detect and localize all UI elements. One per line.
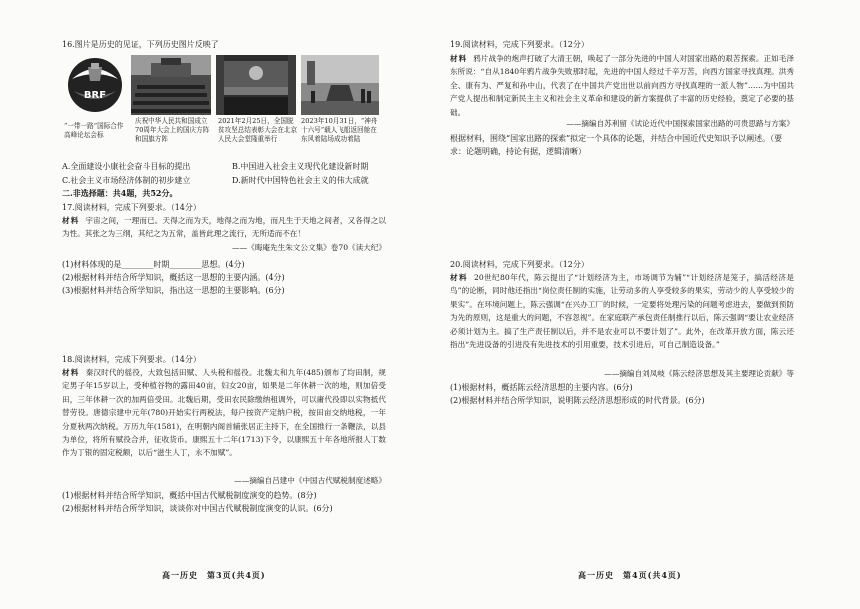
q17-question-2: (2)根据材料并结合所学知识，概括这一思想的主要内涵。(4分) — [62, 273, 285, 282]
q19-material-label: 材料 — [450, 54, 468, 63]
q17-question-1: (1)材料体现的是________时期________思想。(4分) — [62, 260, 245, 269]
q19-material-text: 鸦片战争的炮声打破了大清王朝，唤起了一部分先进的中国人对国家出路的艰苦探索。正如毛泽东所说：“自从1840年鸦片战争失败那时起，先进的中国人经过千辛万苦，向西方国家寻找真理。洪秀全、康有为、严复和孙中山，代表了在中国共产党出世以前向西方寻找真理的一派人物”……为中国共产党人提出和制定新民主主义和社会主义革命和建设的新方案提供了丰富的历史经验，奠定了必要的基础。 — [450, 54, 795, 117]
q17-source: ——《晦庵先生朱文公文集》卷70《读大纪》 — [232, 243, 386, 252]
q16-image-4 — [301, 55, 379, 115]
q18-question-2: (2)根据材料并结合所学知识，谈谈你对中国古代赋税制度演变的认识。(6分) — [62, 504, 333, 513]
q17-material-text: 宇宙之间，一理而已。天得之而为天，地得之而为地，而凡生于天地之间者，又各得之以为性。其张之为三纲，其纪之为五常，盖皆此理之流行，无所适而不在！ — [62, 216, 386, 239]
q19-task: 根据材料，围绕“国家出路的探索”拟定一个具体的论题，并结合中国近代史知识予以阐述。（要求：论题明确，持论有据，逻辑清晰） — [450, 134, 783, 156]
q16-caption-3: 2021年2月25日，全国脱贫攻坚总结表彰大会在北京人民大会堂隆重举行 — [218, 117, 298, 143]
q18-material — [62, 366, 386, 460]
q18-source: ——摘编自吕建中《中国古代赋税制度述略》 — [234, 476, 386, 485]
q20-material — [450, 271, 794, 351]
q17-material — [62, 214, 386, 241]
q17-material-label: 材料 — [62, 216, 80, 225]
page-4-footer: 高一历史 第4页(共4页) — [578, 570, 682, 580]
q16-caption-2: 庆祝中华人民共和国成立70周年大会上的国庆方阵和国旗方阵 — [135, 117, 210, 143]
capsule-landing-photo-icon — [301, 55, 379, 115]
q19-material — [450, 52, 794, 119]
q17-question-3: (3)根据材料并结合所学知识，指出这一思想的主要影响。(6分) — [62, 286, 285, 295]
q16-image-1 — [64, 55, 126, 115]
q16-option-b[interactable]: B.中国进入社会主义现代化建设新时期 — [232, 162, 369, 171]
q19-stem: 19.阅读材料，完成下列要求。（12分） — [450, 40, 589, 49]
parade-photo-icon — [131, 55, 211, 115]
q18-stem: 18.阅读材料，完成下列要求。（14分） — [62, 355, 201, 364]
q20-material-text: 20世纪80年代，陈云提出了“计划经济为主，市场调节为辅”“计划经济是笼子，搞活经济是鸟”的论断，同时他还指出“岗位责任制的实施，让劳动多的人享受较多的果实，劳动少的人享受较少的果实”。在环境问题上，陈云强调“在兴办工厂的时候，一定要将处理污染的问题考虑进去，要做到预防为先的原则，这是重大的问题，不容忽视”。在家庭联产承包责任制推行以后，陈云强调“要让农业经济必须计划为主。搞了生产责任制以后，并不是农业可以不要计划了”。此外，在改革开放方面，陈云还指出“先进设备的引进没有先进技术的引用重要，技术引进后，可自己制造设备。” — [450, 273, 795, 350]
q16-caption-4: 2023年10月31日，“神舟十六号”载人飞船返回舱在东风着陆场成功着陆 — [301, 117, 378, 143]
brf-logo-text: BRF — [83, 90, 107, 101]
q16-option-c[interactable]: C.社会主义市场经济体制的初步建立 — [62, 176, 191, 185]
q16-option-a[interactable]: A.全面建设小康社会奋斗目标的提出 — [62, 162, 191, 171]
q17-stem: 17.阅读材料，完成下列要求。（14分） — [62, 203, 201, 212]
q16-stem: 16.图片是历史的见证，下列历史图片反映了 — [62, 40, 219, 49]
section-2-heading: 二.非选择题：共4题，共52分。 — [62, 188, 178, 198]
q20-source: ——摘编自刘凤岐《陈云经济思想及其主要理论贡献》等 — [604, 369, 794, 378]
q16-caption-1: “一带一路”国际合作高峰论坛会标 — [64, 122, 124, 139]
q16-option-d[interactable]: D.新时代中国特色社会主义的伟大成就 — [232, 176, 369, 185]
q16-image-2 — [131, 55, 211, 115]
page-3-footer: 高一历史 第3页(共4页) — [162, 570, 266, 580]
q19-source: ——摘编自苏利留《试论近代中国探索国家出路的可贵思路与方案》 — [566, 119, 794, 128]
page-4 — [430, 0, 860, 609]
q20-material-label: 材料 — [450, 273, 468, 282]
q18-question-1: (1)根据材料并结合所学知识，概括中国古代赋税制度演变的趋势。(8分) — [62, 491, 317, 500]
q18-material-label: 材料 — [62, 368, 80, 377]
q16-image-3 — [216, 55, 296, 115]
great-hall-photo-icon — [216, 55, 296, 115]
brf-logo-icon — [64, 55, 126, 115]
q20-stem: 20.阅读材料，完成下列要求。（12分） — [450, 260, 589, 269]
q18-material-text: 秦汉时代的徭役，大致包括田赋、人头税和徭役。北魏太和九年(485)颁布了均田制，规定男子年15岁以上，受种植谷物的露田40亩，妇女20亩，如果是二年休耕一次的地，则加倍受田，三年休耕一次的加两倍受田。北魏后期，受田农民除缴纳租调外，可以庸代役即以实物抵代替劳役。唐德宗建中元年(780)开始实行两税法，每户按资产定纳户税，按田亩交纳地税，一年分夏秋两次纳税。万历九年(1581)，在明朝内阁首辅张居正主持下，在全国推行一条鞭法，以县为单位，将所有赋役合并，征收货币。康熙五十二年(1713)下令，以康熙五十年各地所报人丁数作为丁银的固定税额，以后“滋生人丁，永不加赋”。 — [62, 368, 386, 458]
q20-question-1: (1)根据材料，概括陈云经济思想的主要内容。(6分) — [450, 383, 633, 392]
q20-question-2: (2)根据材料并结合所学知识，说明陈云经济思想形成的时代背景。(6分) — [450, 396, 705, 405]
